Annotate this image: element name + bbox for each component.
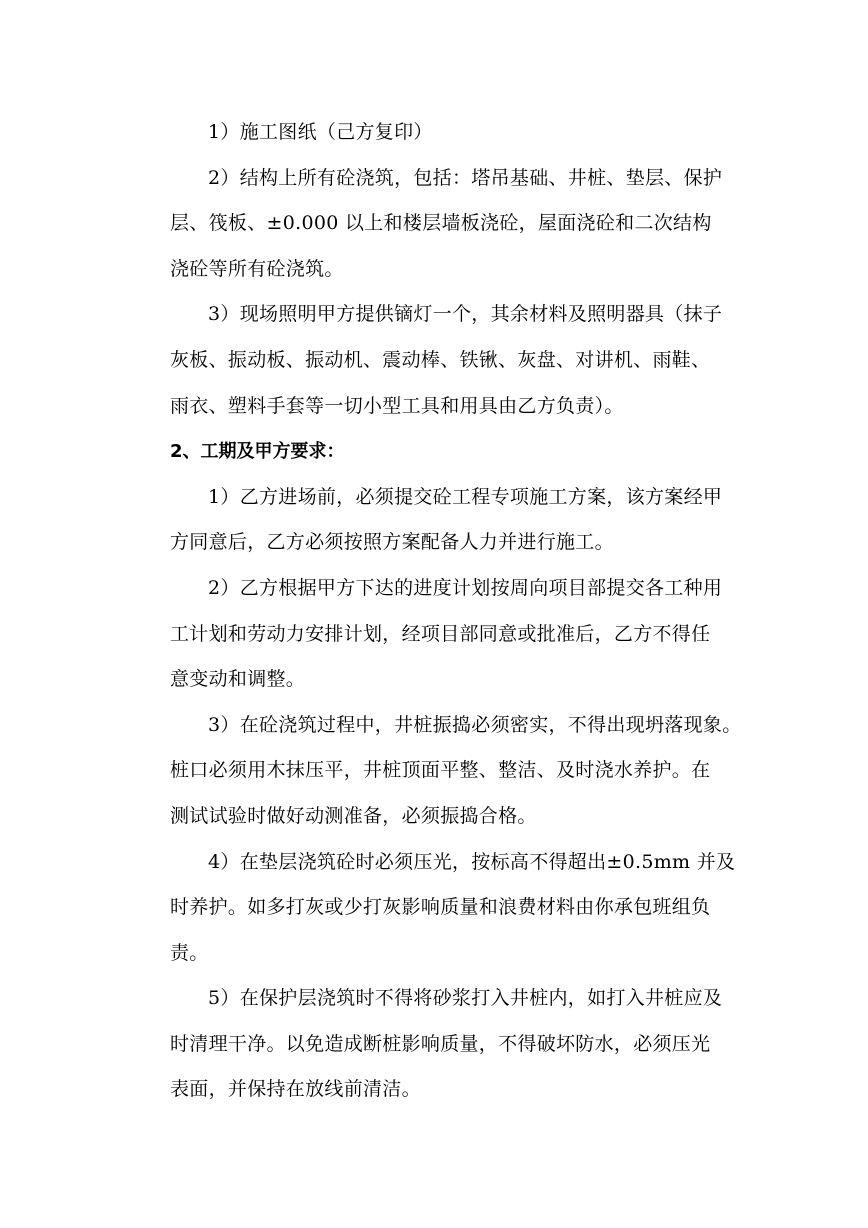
requirement-5-line-1: 5）在保护层浇筑时不得将砂浆打入井桩内，如打入井桩应及 <box>208 987 723 1010</box>
requirement-3-line-3: 测试试验时做好动测准备，必须振捣合格。 <box>170 804 537 827</box>
requirement-5-line-2: 时清理干净。以免造成断桩影响质量，不得破坏防水，必须压光 <box>170 1032 711 1055</box>
item-3-line-3: 雨衣、塑料手套等一切小型工具和用具由乙方负责）。 <box>170 394 624 417</box>
item-2-paragraph <box>170 156 780 293</box>
requirement-1-line-2: 方同意后，乙方必须按照方案配备人力并进行施工。 <box>170 531 614 554</box>
item-1-line-1: 1）施工图纸（己方复印） <box>208 121 433 143</box>
item-2-line-1: 2）结构上所有砼浇筑，包括：塔吊基础、井桩、垫层、保护 <box>208 166 723 189</box>
requirement-4-line-2: 时养护。如多打灰或少打灰影响质量和浪费材料由你承包班组负 <box>170 896 711 919</box>
document-body <box>170 110 780 1113</box>
requirement-2-paragraph <box>170 566 780 703</box>
item-3-line-2: 灰板、振动板、振动机、震动棒、铁锹、灰盘、对讲机、雨鞋、 <box>170 348 711 371</box>
item-1-paragraph <box>170 110 780 156</box>
item-2-line-3: 浇砼等所有砼浇筑。 <box>170 257 344 280</box>
section-2-heading: 2、工期及甲方要求： <box>170 441 345 463</box>
item-2-line-2: 层、筏板、±0.000 以上和楼层墙板浇砼，屋面浇砼和二次结构 <box>170 212 712 235</box>
item-3-line-1: 3）现场照明甲方提供镝灯一个，其余材料及照明器具（抹子 <box>208 303 723 326</box>
requirement-3-line-1: 3）在砼浇筑过程中，井桩振捣必须密实，不得出现坍落现象。 <box>208 713 742 736</box>
requirement-5-line-3: 表面，并保持在放线前清洁。 <box>170 1078 421 1101</box>
requirement-4-line-1: 4）在垫层浇筑砼时必须压光，按标高不得超出±0.5mm 并及 <box>208 850 736 873</box>
requirement-2-line-2: 工计划和劳动力安排计划，经项目部同意或批准后，乙方不得任 <box>170 622 711 645</box>
requirement-1-line-1: 1）乙方进场前，必须提交砼工程专项施工方案，该方案经甲 <box>208 485 723 508</box>
requirement-2-line-1: 2）乙方根据甲方下达的进度计划按周向项目部提交各工种用 <box>208 576 723 599</box>
requirement-1-paragraph <box>170 475 780 566</box>
requirement-3-line-2: 桩口必须用木抹压平，井桩顶面平整、整洁、及时浇水养护。在 <box>170 759 711 782</box>
requirement-5-paragraph <box>170 976 780 1113</box>
requirement-4-paragraph <box>170 840 780 977</box>
requirement-4-line-3: 责。 <box>170 941 209 964</box>
requirement-3-paragraph <box>170 703 780 840</box>
item-3-paragraph <box>170 292 780 429</box>
requirement-2-line-3: 意变动和调整。 <box>170 668 306 691</box>
